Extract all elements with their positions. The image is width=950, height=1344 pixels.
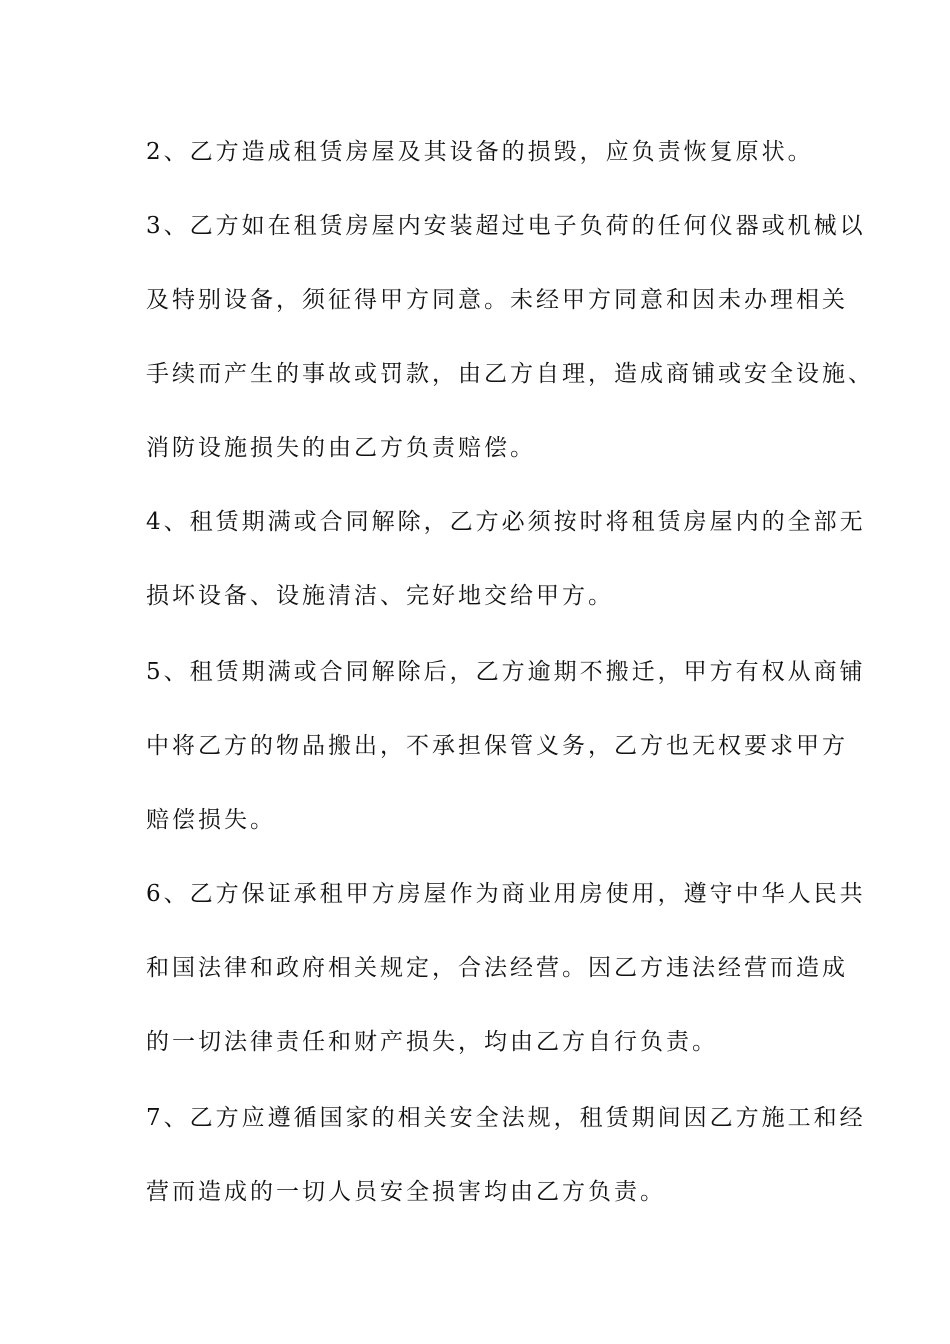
clause-7-line-2: 营而造成的一切人员安全损害均由乙方负责。 (146, 1179, 666, 1205)
clause-6-line-3: 的一切法律责任和财产损失，均由乙方自行负责。 (146, 1029, 718, 1055)
clause-4-line-2: 损坏设备、设施清洁、完好地交给甲方。 (146, 583, 614, 609)
clause-4-line-1: 4、租赁期满或合同解除，乙方必须按时将租赁房屋内的全部无 (146, 509, 866, 535)
clause-3-line-1: 3、乙方如在租赁房屋内安装超过电子负荷的任何仪器或机械以 (146, 213, 866, 239)
clause-5-line-1: 5、租赁期满或合同解除后，乙方逾期不搬迁，甲方有权从商铺 (146, 659, 866, 685)
clause-3-line-4: 消防设施损失的由乙方负责赔偿。 (146, 435, 536, 461)
clause-5-line-3: 赔偿损失。 (146, 807, 276, 833)
clause-6-line-2: 和国法律和政府相关规定，合法经营。因乙方违法经营而造成 (146, 955, 848, 981)
clause-6-line-1: 6、乙方保证承租甲方房屋作为商业用房使用，遵守中华人民共 (146, 881, 866, 907)
clause-3-line-2: 及特别设备，须征得甲方同意。未经甲方同意和因未办理相关 (146, 287, 848, 313)
clause-5-line-2: 中将乙方的物品搬出，不承担保管义务，乙方也无权要求甲方 (146, 733, 848, 759)
clause-7-line-1: 7、乙方应遵循国家的相关安全法规，租赁期间因乙方施工和经 (146, 1105, 866, 1131)
clause-3-line-3: 手续而产生的事故或罚款，由乙方自理，造成商铺或安全设施、 (146, 361, 874, 387)
clause-2-line-1: 2、乙方造成租赁房屋及其设备的损毁，应负责恢复原状。 (146, 139, 814, 165)
